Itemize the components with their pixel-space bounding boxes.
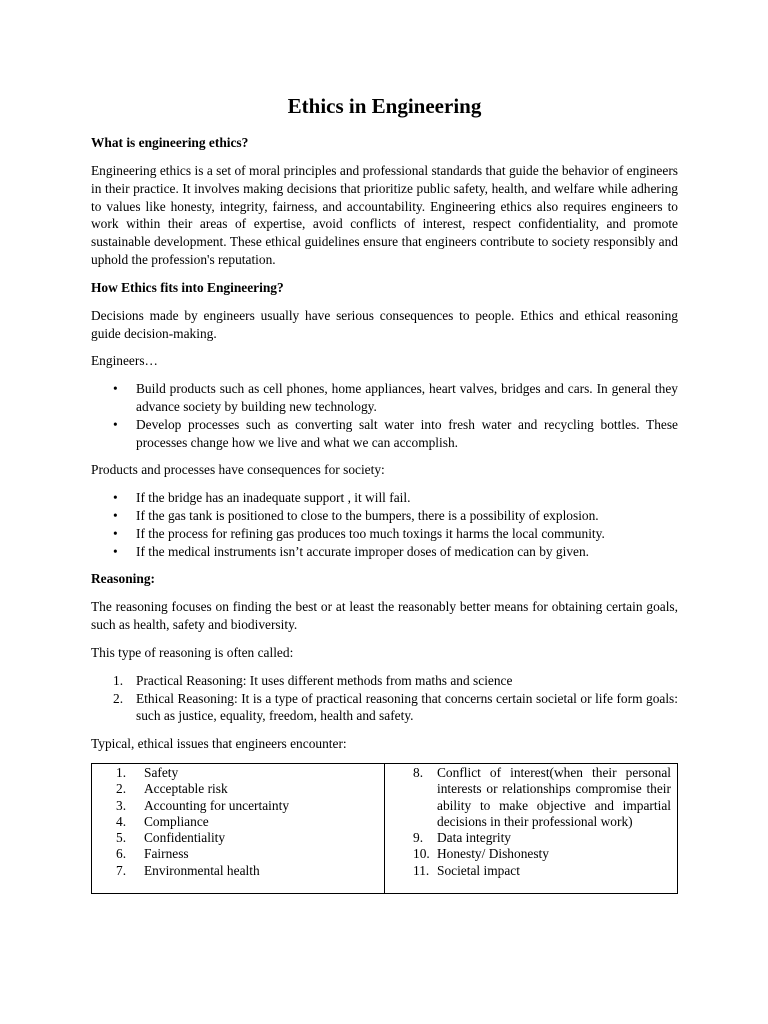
section-heading-how-fits: How Ethics fits into Engineering? bbox=[91, 279, 284, 295]
consequences-list bbox=[91, 489, 678, 560]
issues-column-right bbox=[385, 763, 678, 893]
reasoning-types-list bbox=[91, 672, 678, 725]
issue-item: 11. Societal impact bbox=[413, 862, 520, 878]
issues-column-left bbox=[92, 763, 385, 893]
paragraph-definition: Engineering ethics is a set of moral principles and professional standards that guide the behavior of engineers in their practice. It involves making decisions that prioritize public safety, health, and welfare while adhering to values like honesty, integrity, fairness, and accountability. Engineering ethics also requires engineers to work within their areas of expertise, avoid conflicts of interest, respect confidentiality, and promote sustainable development. These ethical guidelines ensure that engineers contribute to society responsibly and uphold the profession's reputation. bbox=[91, 163, 678, 267]
issue-item: 6. Fairness bbox=[116, 846, 189, 862]
list-item: • If the bridge has an inadequate support , it will fail. bbox=[91, 489, 678, 507]
issue-item: 9. Data integrity bbox=[413, 830, 511, 846]
list-item: 2. Ethical Reasoning: It is a type of practical reasoning that concerns certain societal or life form goals: such as justice, equality, freedom, health and safety. bbox=[113, 690, 678, 724]
issue-item: 10. Honesty/ Dishonesty bbox=[413, 846, 549, 862]
list-item: • If the process for refining gas produces too much toxings it harms the local community. bbox=[91, 525, 678, 543]
engineers-label: Engineers… bbox=[91, 353, 158, 369]
issue-item: 7. Environmental health bbox=[116, 862, 260, 878]
issue-item: 8. Conflict of interest(when their personal interests or relationships compromise their ability to make objective and impartial decisions in their professional work) bbox=[413, 764, 671, 829]
issue-item: 1. Safety bbox=[116, 764, 179, 780]
issue-item: 4. Compliance bbox=[116, 813, 209, 829]
paragraph-decisions: Decisions made by engineers usually have serious consequences to people. Ethics and ethical reasoning guide decision-making. bbox=[91, 307, 678, 341]
engineers-list bbox=[91, 380, 678, 451]
list-item: • Develop processes such as converting salt water into fresh water and recycling bottles. These processes change how we live and what we can accomplish. bbox=[91, 416, 678, 452]
section-heading-reasoning: Reasoning: bbox=[91, 571, 155, 587]
list-item: • If the gas tank is positioned to close to the bumpers, there is a possibility of explosion. bbox=[91, 507, 678, 525]
ethical-issues-table bbox=[91, 763, 678, 894]
issue-item: 5. Confidentiality bbox=[116, 830, 226, 846]
consequences-label: Products and processes have consequences for society: bbox=[91, 462, 385, 478]
issue-item: 3. Accounting for uncertainty bbox=[116, 797, 290, 813]
page-title: Ethics in Engineering bbox=[287, 94, 482, 118]
reasoning-called-label: This type of reasoning is often called: bbox=[91, 644, 294, 660]
list-item: • If the medical instruments isn’t accurate improper doses of medication can by given. bbox=[91, 543, 678, 561]
paragraph-reasoning: The reasoning focuses on finding the best or at least the reasonably better means for obtaining certain goals, such as health, safety and biodiversity. bbox=[91, 599, 678, 633]
section-heading-what-is: What is engineering ethics? bbox=[91, 135, 249, 150]
list-item: • Build products such as cell phones, home appliances, heart valves, bridges and cars. In general they advance society by building new technology. bbox=[91, 380, 678, 416]
list-item: 1. Practical Reasoning: It uses different methods from maths and science bbox=[113, 672, 513, 688]
issue-item: 2. Acceptable risk bbox=[116, 781, 228, 797]
issues-label: Typical, ethical issues that engineers encounter: bbox=[91, 736, 347, 752]
